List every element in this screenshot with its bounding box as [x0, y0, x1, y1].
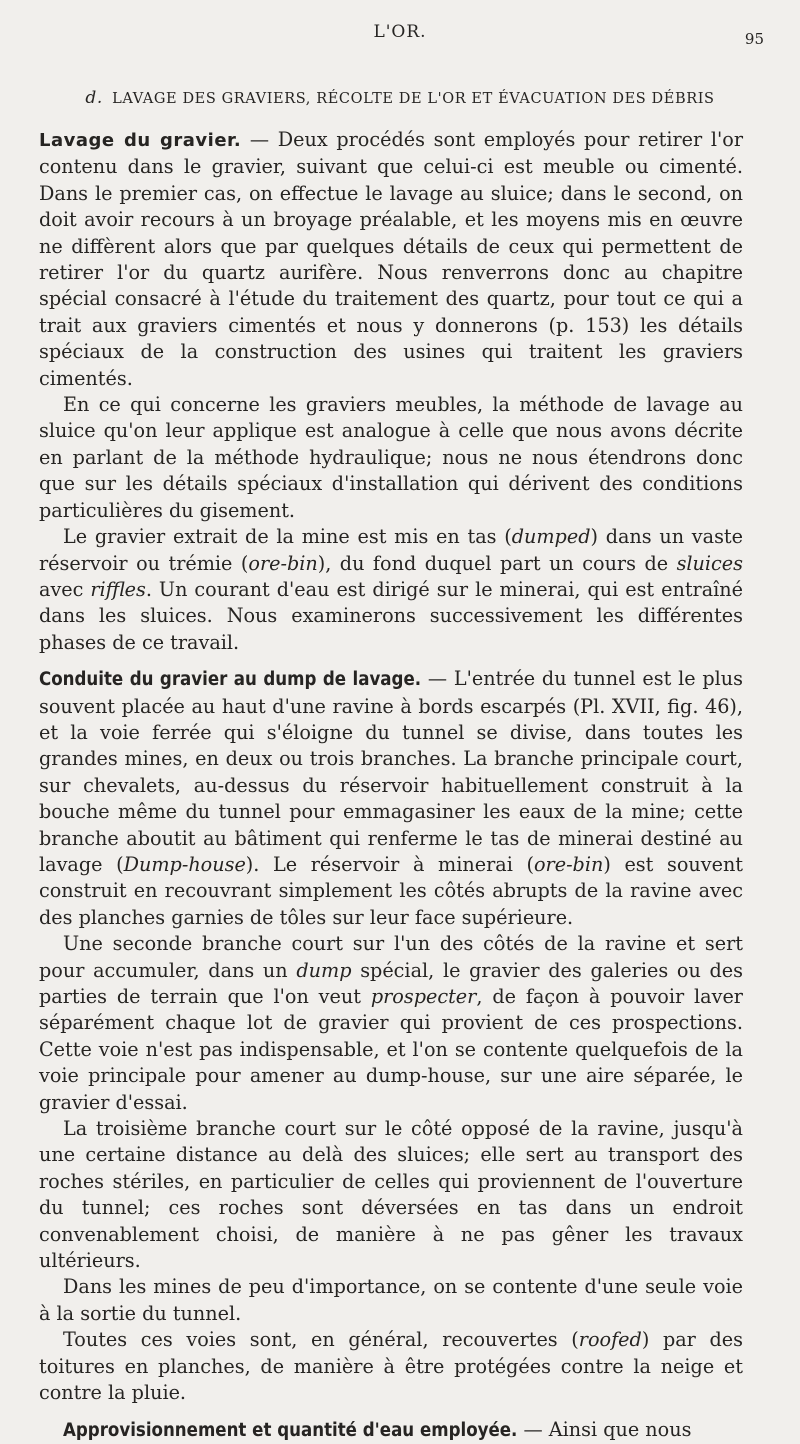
text-run: Le gravier extrait de la mine est mis en tas ( [63, 525, 512, 549]
text-run: ) est souvent construit en recouvrant simplement les côtés abrupts de la ravine avec des planches garnies de tôles sur leur face supérieure. [39, 852, 744, 929]
text-run: ) dans un vaste réservoir ou trémie ( [39, 525, 744, 575]
italic-term: ore-bin [248, 551, 318, 575]
text-run: — Ainsi que nous [517, 1417, 692, 1441]
text-run: Toutes ces voies sont, en général, recouvertes ( [63, 1328, 579, 1352]
italic-term: ore-bin [533, 852, 604, 876]
paragraph-seconde-branche [39, 931, 743, 1116]
text-run: , de façon à pouvoir laver séparément chaque lot de gravier qui provient de ces prospections. Cette voie n'est pas indispensable, et l'on se contente quelquefois de la voie principale pour amener au dump-house, sur une aire séparée, le gravier d'essai. [39, 985, 743, 1114]
paragraph-lavage-du-gravier [39, 127, 743, 392]
section-letter: d. [85, 88, 103, 108]
italic-term: dump [296, 958, 352, 982]
italic-term: roofed [578, 1328, 642, 1352]
italic-term: dumped [511, 525, 591, 549]
italic-term: Dump-house [123, 852, 246, 876]
runin-heading-conduite: Conduite du gravier au dump de lavage. [39, 669, 422, 691]
paragraph-approvisionnement [39, 1417, 743, 1444]
text-run: ). Le réservoir à minerai ( [245, 852, 534, 876]
italic-term: riffles [90, 577, 146, 601]
body-text [39, 127, 743, 1444]
section-title: LAVAGE DES GRAVIERS, RÉCOLTE DE L'OR ET ÉVACUATION DES DÉBRIS [112, 91, 715, 107]
text-run: spécial, le gravier des galeries ou des parties de terrain que l'on veut [39, 958, 743, 1008]
text-run: avec [39, 577, 91, 601]
italic-term: prospecter [370, 985, 477, 1008]
runin-heading-approvisionnement: Approvisionnement et quantité d'eau employée. [63, 1419, 518, 1441]
paragraph-graviers-meubles: En ce qui concerne les graviers meubles, la méthode de lavage au sluice qu'on leur applique est analogue à celle que nous avons décrite en parlant de la méthode hydraulique; nous ne nous étendrons donc que sur les détails spéciaux d'installation qui dérivent des conditions particulières du gisement. [39, 393, 743, 522]
paragraph-text: — Deux procédés sont employés pour retirer l'or contenu dans le gravier, suivant que celui-ci est meuble ou cimenté. Dans le premier cas, on effectue le lavage au sluice; dans le second, on doit avoir recours à un broyage préalable, et les moyens mis en œuvre ne diffèrent alors que par quelques détails de ceux qui permettent de retirer l'or du quartz aurifère. Nous renverrons donc au chapitre spécial consacré à l'étude du traitement des quartz, pour tout ce qui a trait aux graviers cimentés et nous y donnerons (p. 153) les détails spéciaux de la construction des usines qui traitent les graviers cimentés. [39, 128, 743, 390]
paragraph-gravier-extrait [39, 524, 743, 656]
text-run: ) par des toitures en planches, de manière à être protégées contre la neige et contre la pluie. [39, 1328, 743, 1405]
text-run: . Un courant d'eau est dirigé sur le minerai, qui est entraîné dans les sluices. Nous examinerons successivement les différentes phases de ce travail. [39, 577, 743, 654]
running-title: L'OR. [373, 22, 427, 42]
italic-term: sluices [676, 551, 744, 575]
section-heading [0, 88, 800, 108]
paragraph-voies-recouvertes [39, 1327, 743, 1406]
page-number: 95 [744, 30, 764, 48]
paragraph-conduite-du-gravier [39, 666, 743, 931]
paragraph-mines-peu-importance: Dans les mines de peu d'importance, on se contente d'une seule voie à la sortie du tunnel. [39, 1275, 743, 1325]
text-run: ), du fond duquel part un cours de [317, 551, 677, 575]
paragraph-troisieme-branche: La troisième branche court sur le côté opposé de la ravine, jusqu'à une certaine distance au delà des sluices; elle sert au transport des roches stériles, en particulier de celles qui proviennent de l'ouverture du tunnel; ces roches sont déversées en tas dans un endroit convenablement choisi, de manière à ne pas gêner les travaux ultérieurs. [39, 1117, 743, 1273]
runin-heading-lavage: Lavage du gravier. [39, 130, 242, 151]
text-run: — L'entrée du tunnel est le plus souvent placée au haut d'une ravine à bords escarpés (Pl. XVII, fig. 46), et la voie ferrée qui s'éloigne du tunnel se divise, dans toutes les grandes mines, en deux ou trois branches. La branche principale court, sur chevalets, au-dessus du réservoir habituellement construit à la bouche même du tunnel pour emmagasiner les eaux de la mine; cette branche aboutit au bâtiment qui renferme le tas de minerai destiné au lavage ( [39, 667, 743, 876]
text-run: Une seconde branche court sur l'un des côtés de la ravine et sert pour accumuler, dans un [39, 932, 743, 982]
